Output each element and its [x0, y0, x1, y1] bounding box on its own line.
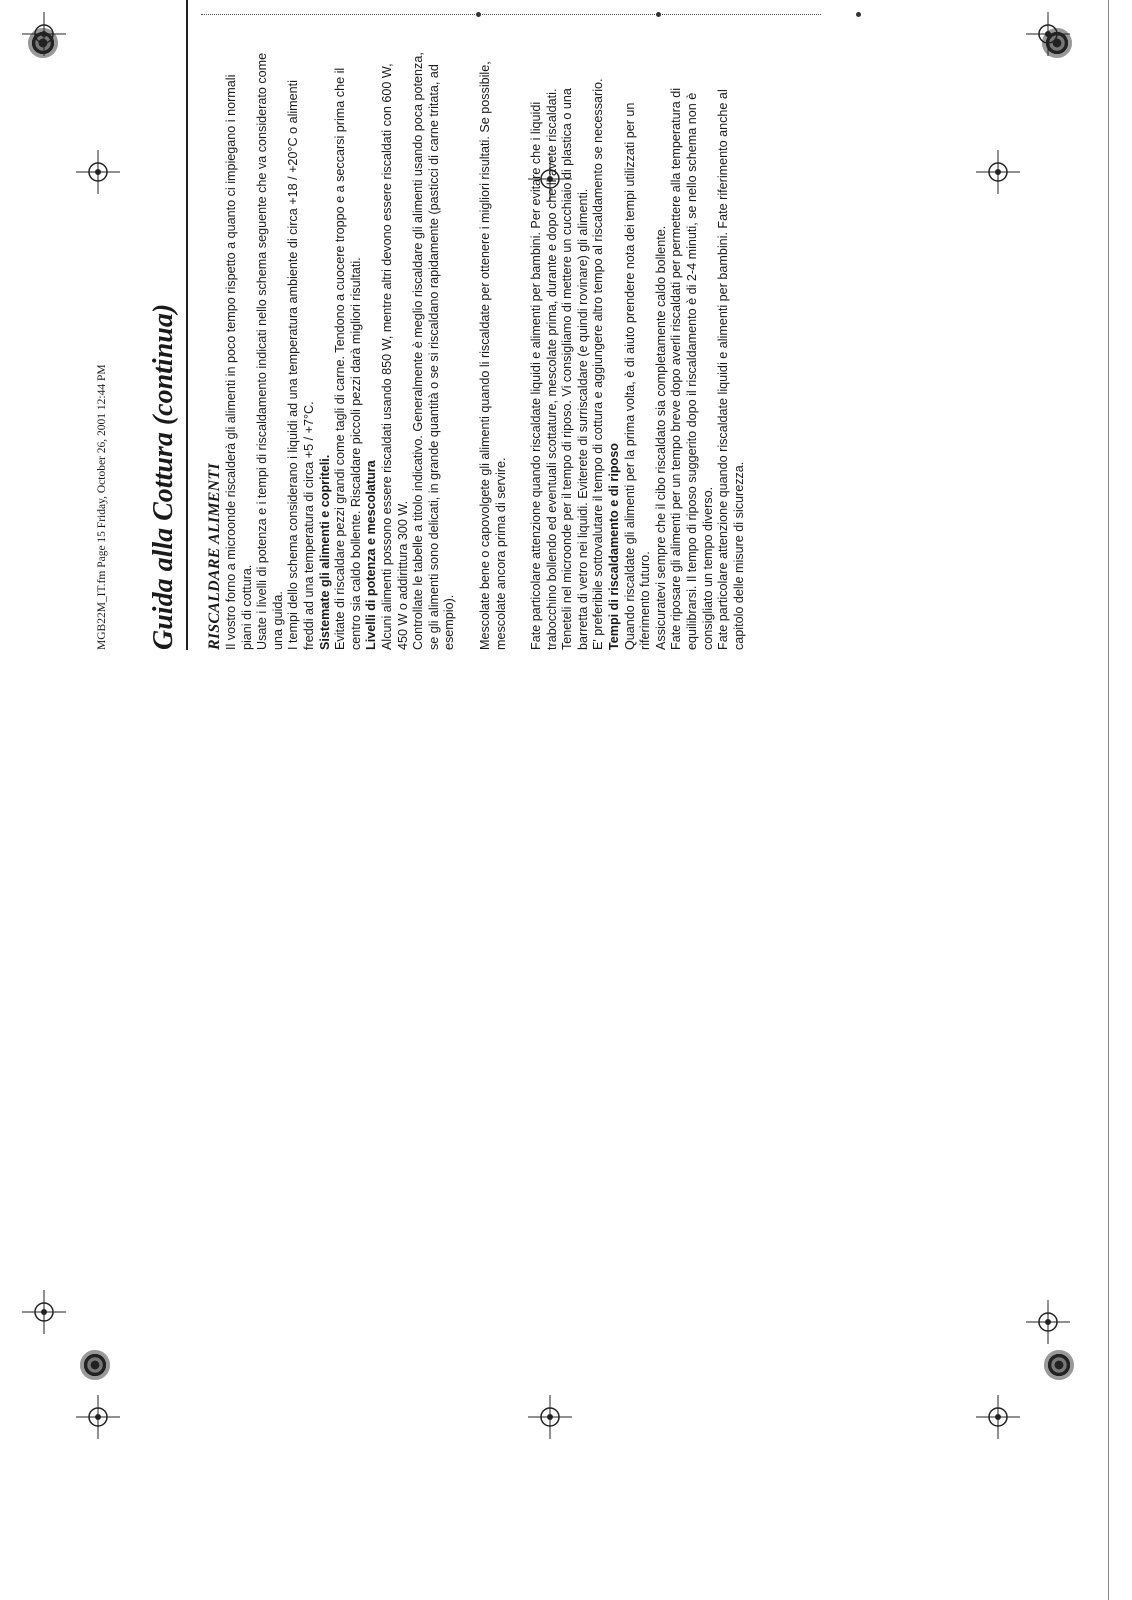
subheading-sistemate: Sistemate gli alimenti e copriteli. [317, 454, 332, 650]
paragraph: Alcuni alimenti possono essere riscaldati usando 850 W, mentre altri devono essere riscaldati con 600 W, 450 W o addirittura 300 W. [379, 63, 410, 650]
separator-dot [656, 12, 661, 17]
subheading-livelli-potenza: Livelli di potenza e mescolatura [364, 460, 379, 650]
color-bar-mark-bottom-right [1044, 1350, 1074, 1380]
page-title: Guida alla Cottura (continua) [148, 303, 179, 650]
registration-mark-right-upper [76, 1395, 120, 1439]
paragraph: I tempi dello schema considerano i liquidi ad una temperatura ambiente di circa +18 / +20°C o alimenti freddi ad una temperatura di circa +5 / +7°C. [286, 80, 316, 650]
separator-dot [856, 12, 861, 17]
paragraph: Evitate di riscaldare pezzi grandi come tagli di carne. Tendono a cuocere troppo e a seccarsi prima che il centro sia caldo bollente. Riscaldare piccoli pezzi darà migliori risultati. [333, 67, 363, 650]
registration-mark-right-middle [528, 1395, 572, 1439]
separator-dot [476, 12, 481, 17]
paragraph: Il vostro forno a microonde riscalderà gli alimenti in poco tempo rispetto a quanto ci impiegano i normali piani di cottura. [224, 74, 254, 650]
subheading-tempi: Tempi di riscaldamento e di riposo [607, 443, 622, 650]
paragraph: Fate riposare gli alimenti per un tempo breve dopo averli riscaldati per permettere alla temperatura di equilibrarsi. Il tempo di riposo suggerito dopo il riscaldamento è di 2-4 minuti, se nello schema non è consigliato un tempo diverso. [669, 87, 715, 650]
paragraph: Fate particolare attenzione quando riscaldate liquidi e alimenti per bambini. Per evitare che i liquidi trabocchino bollendo ed eventuali scottature, mescolate prima, durante e dopo che li avete riscaldati. Teneteli nel microonde per il tempo di riposo. Vi consigliamo di mettere un cucchiaio di plastica o una barretta di vetro nei liquidi. Eviterete di surriscaldare (e quindi rovinare) gli alimenti. [529, 88, 590, 650]
crop-line-right [1108, 0, 1109, 1600]
paragraph: Fate particolare attenzione quando riscaldate liquidi e alimenti per bambini. Fate riferimento anche al capitolo delle misure di sicurezza. [716, 89, 746, 650]
paragraph: Quando riscaldate gli alimenti per la prima volta, è di aiuto prendere nota dei tempi utilizzati per un riferimento futuro. [622, 102, 653, 650]
color-bar-mark-top-right [80, 1350, 110, 1380]
title-rule [186, 0, 188, 650]
registration-mark-right-lower [976, 1395, 1020, 1439]
paragraph: E' preferibile sottovalutare il tempo di cottura e aggiungere altro tempo al riscaldamento se necessario. [591, 78, 606, 650]
paragraph: Mescolate bene o capovolgete gli alimenti quando li riscaldate per ottenere i migliori risultati. Se possibile, mescolate ancora prima di servire. [477, 61, 508, 650]
paragraph: Controllate le tabelle a titolo indicativo. Generalmente è meglio riscaldare gli alimenti usando poca potenza, se gli alimenti sono delicati, in grande quantità o se si riscaldano rapidamente (pasticci di carne tritata, ad esempio). [411, 52, 457, 650]
registration-mark-top-right [22, 1290, 66, 1334]
column-separator [201, 14, 821, 15]
rotated-page [0, 0, 906, 650]
paragraph: Assicuratevi sempre che il cibo riscaldato sia completamente caldo bollente. [653, 225, 668, 650]
registration-mark-bottom-right [1026, 1300, 1070, 1344]
left-column [206, 50, 747, 650]
paragraph: Usate i livelli di potenza e i tempi di riscaldamento indicati nello schema seguente che va considerato come una guida. [255, 52, 285, 650]
file-header: MGB22M_IT.fm Page 15 Friday, October 26, 2001 12:44 PM [96, 364, 108, 650]
section-title-riscaldare-alimenti: RISCALDARE ALIMENTI [206, 463, 223, 650]
